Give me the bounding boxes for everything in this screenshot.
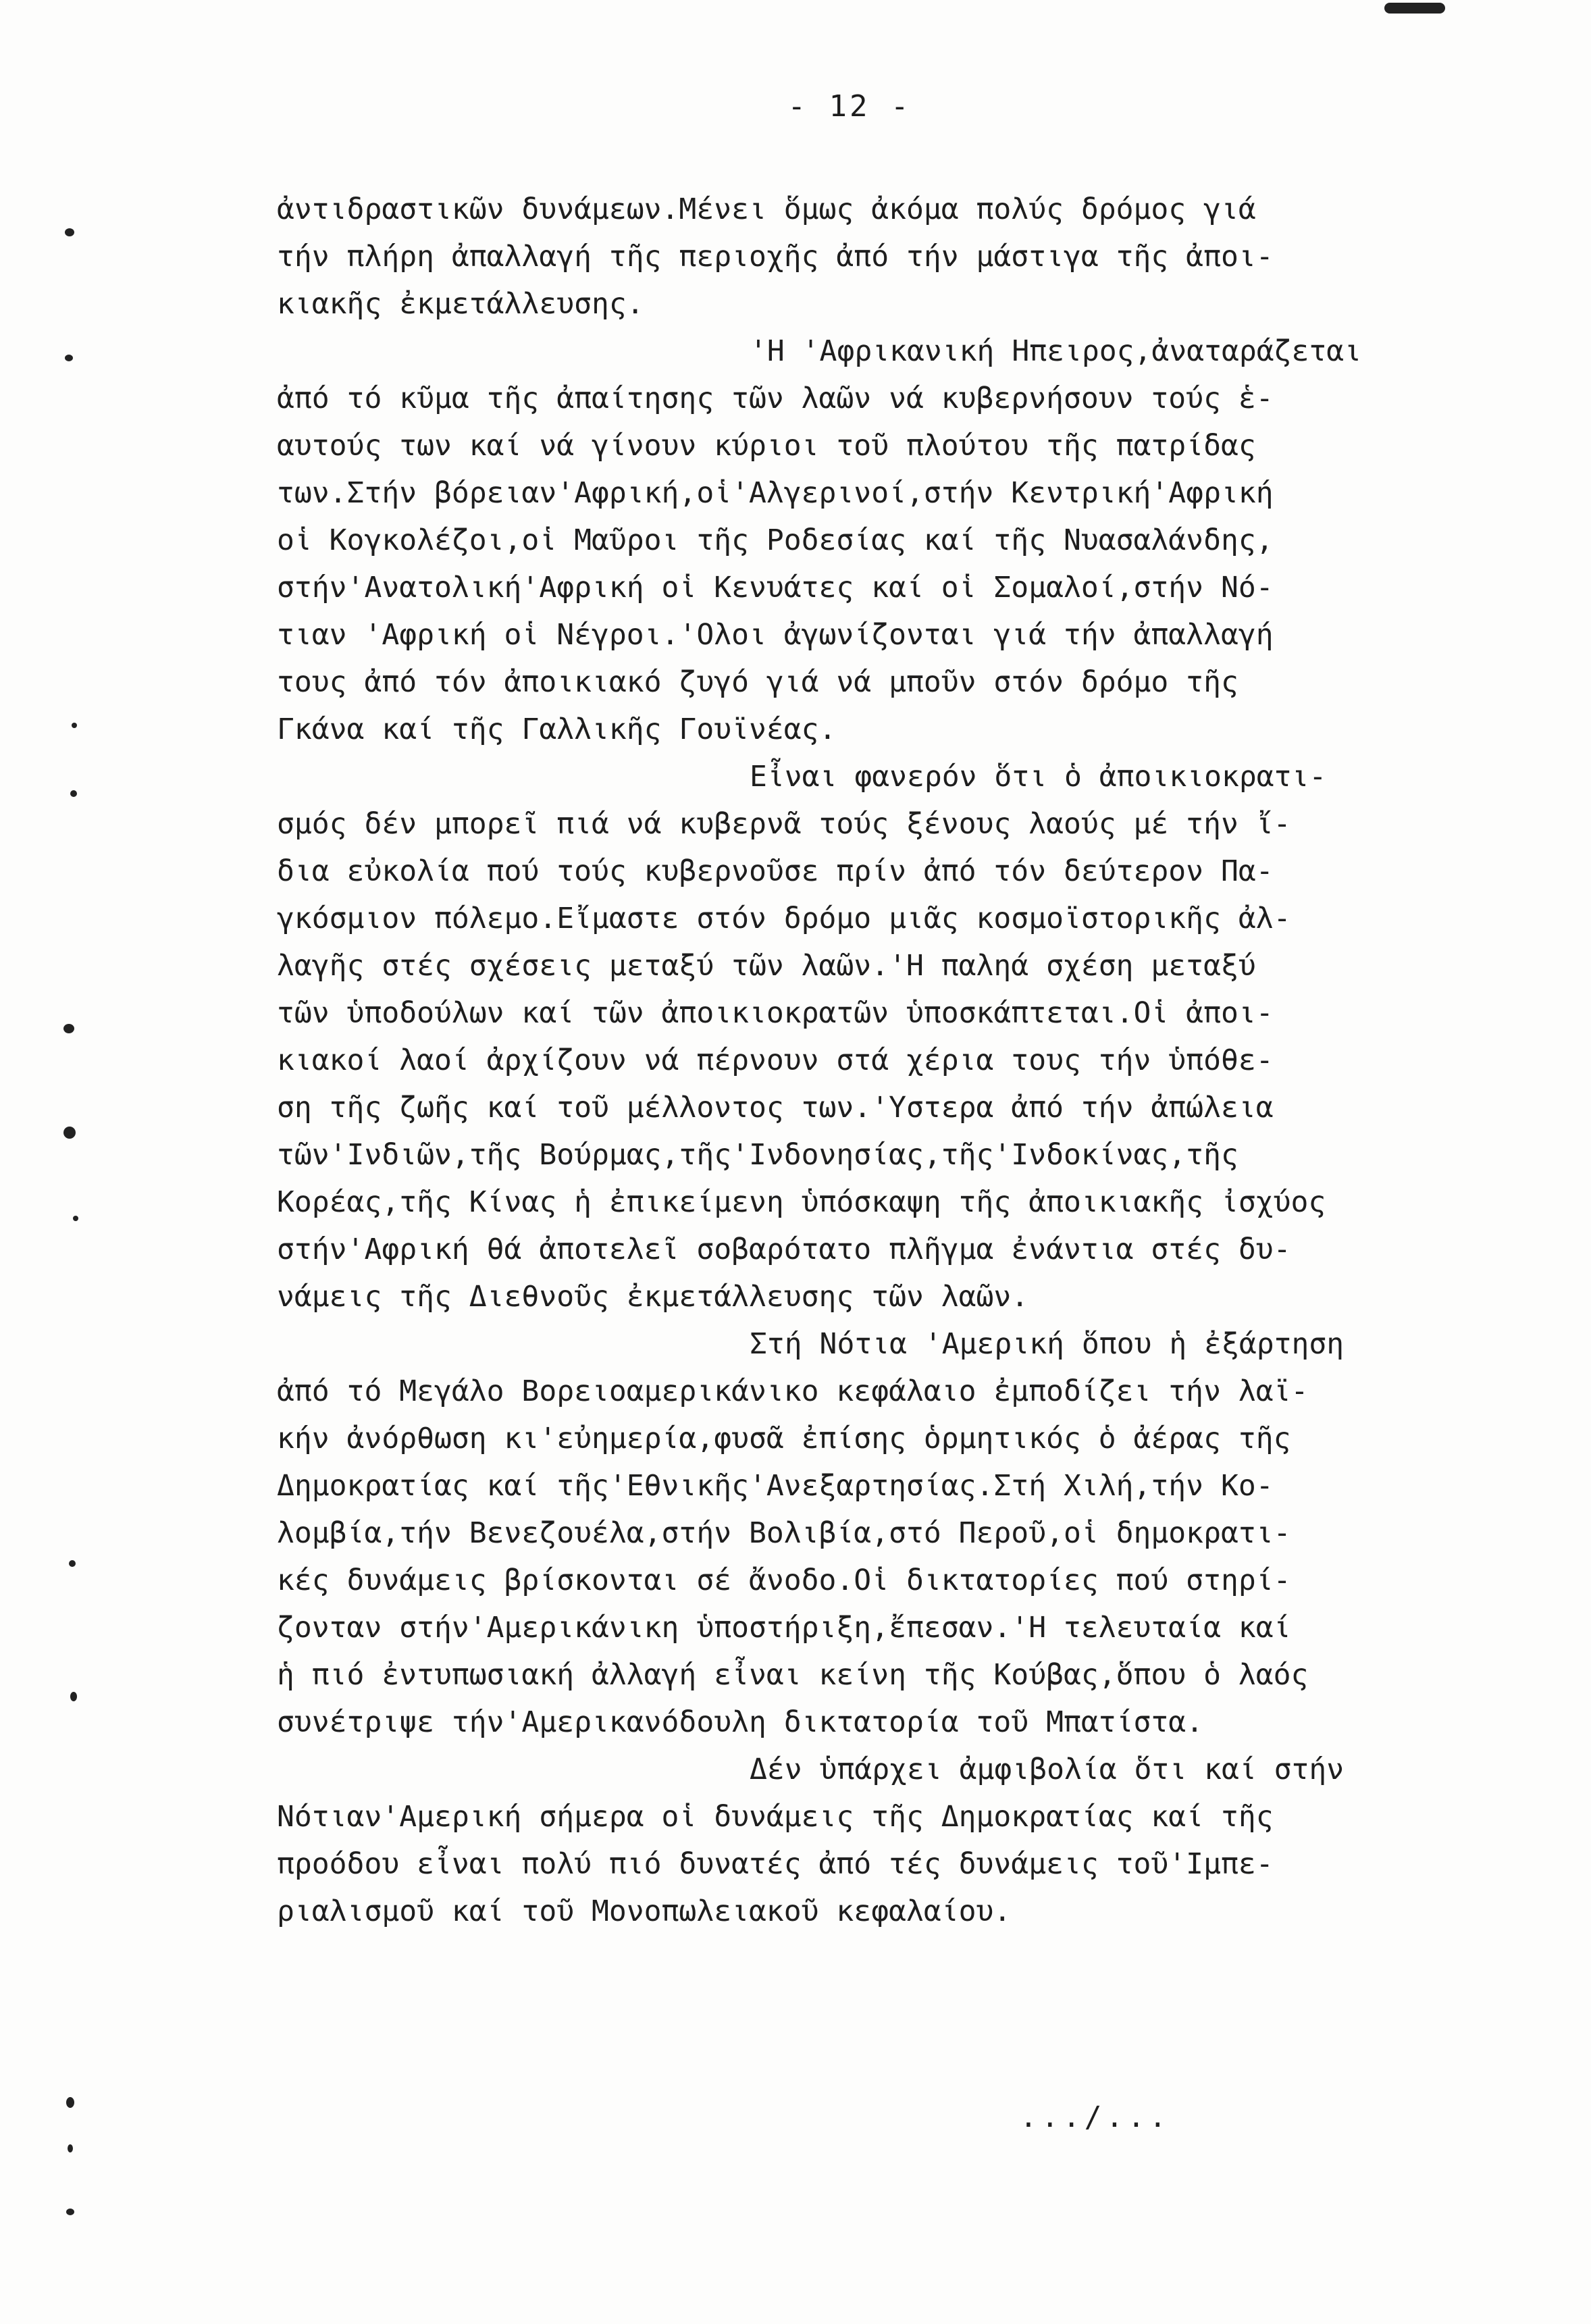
- text-line: στήν'Αφρική θά ἀποτελεῖ σοβαρότατο πλῆγμα ἐνάντια στές δυ-: [277, 1233, 1291, 1266]
- text-line: δια εὐκολία πού τούς κυβερνοῦσε πρίν ἀπό τόν δεύτερον Πα-: [277, 854, 1274, 888]
- text-line: ση τῆς ζωῆς καί τοῦ μέλλοντος των.'Υστερα ἀπό τήν ἀπώλεια: [277, 1091, 1274, 1125]
- text-line: σμός δέν μπορεῖ πιά νά κυβερνᾶ τούς ξένους λαούς μέ τήν ἴ-: [277, 807, 1291, 841]
- text-line: των.Στήν βόρειαν'Αφρική,οἱ'Αλγερινοί,στήν Κεντρική'Αφρική: [277, 476, 1274, 510]
- text-line: στήν'Ανατολική'Αφρική οἱ Κενυάτες καί οἱ Σομαλοί,στήν Νό-: [277, 571, 1274, 604]
- scan-speck: [63, 1127, 76, 1139]
- paragraph: [277, 186, 1459, 328]
- text-line: Δέν ὑπάρχει ἀμφιβολία ὅτι καί στήν: [750, 1753, 1345, 1786]
- text-line: τήν πλήρη ἀπαλλαγή τῆς περιοχῆς ἀπό τήν μάστιγα τῆς ἀποι-: [277, 240, 1274, 274]
- text-line: ριαλισμοῦ καί τοῦ Μονοπωλειακοῦ κεφαλαίου.: [277, 1894, 1012, 1928]
- paragraph: [277, 1746, 1459, 1935]
- scan-speck: [70, 1692, 77, 1701]
- scan-speck: [66, 2097, 74, 2108]
- text-line: κιακοί λαοί ἀρχίζουν νά πέρνουν στά χέρια τους τήν ὑπόθε-: [277, 1043, 1274, 1077]
- text-line: κιακῆς ἐκμετάλλευσης.: [277, 287, 644, 321]
- continuation-mark: .../...: [1020, 2100, 1171, 2134]
- scan-speck: [63, 1024, 74, 1033]
- text-line: λομβία,τήν Βενεζουέλα,στήν Βολιβία,στό Περοῦ,οἱ δημοκρατι-: [277, 1516, 1291, 1550]
- paragraph: [277, 328, 1459, 753]
- text-line: Νότιαν'Αμερική σήμερα οἱ δυνάμεις τῆς Δημοκρατίας καί τῆς: [277, 1800, 1274, 1834]
- paragraph: [277, 753, 1459, 1320]
- text-line: συνέτριψε τήν'Αμερικανόδουλη δικτατορία τοῦ Μπατίστα.: [277, 1705, 1204, 1739]
- scan-speck: [66, 2209, 74, 2215]
- text-line: οἱ Κογκολέζοι,οἱ Μαῦροι τῆς Ροδεσίας καί τῆς Νυασαλάνδης,: [277, 523, 1274, 557]
- scan-speck: [69, 1560, 76, 1567]
- text-line: 'Η 'Αφρικανική Ηπειρος,ἀναταράζεται: [750, 334, 1362, 368]
- text-line: Στή Νότια 'Αμερική ὅπου ἡ ἐξάρτηση: [750, 1327, 1345, 1361]
- text-line: Εἶναι φανερόν ὅτι ὁ ἀποικιοκρατι-: [750, 760, 1327, 794]
- paragraph: [277, 1320, 1459, 1746]
- text-line: ἀπό τό κῦμα τῆς ἀπαίτησης τῶν λαῶν νά κυβερνήσουν τούς ἑ-: [277, 382, 1274, 415]
- text-line: ἀντιδραστικῶν δυνάμεων.Μένει ὅμως ἀκόμα πολύς δρόμος γιά: [277, 192, 1256, 226]
- text-line: τῶν'Ινδιῶν,τῆς Βούρμας,τῆς'Ινδονησίας,τῆς'Ινδοκίνας,τῆς: [277, 1138, 1238, 1172]
- text-line: λαγῆς στές σχέσεις μεταξύ τῶν λαῶν.'Η παληά σχέση μεταξύ: [277, 949, 1256, 983]
- scan-speck: [70, 790, 77, 797]
- scan-speck: [73, 1216, 78, 1221]
- scan-speck: [65, 355, 73, 361]
- text-line: κήν ἀνόρθωση κι'εὐημερία,φυσᾶ ἐπίσης ὁρμητικός ὁ ἀέρας τῆς: [277, 1422, 1291, 1455]
- text-line: Γκάνα καί τῆς Γαλλικῆς Γουϊνέας.: [277, 713, 837, 746]
- scan-speck: [72, 723, 77, 728]
- scan-speck: [65, 228, 74, 236]
- text-line: ἡ πιό ἐντυπωσιακή ἀλλαγή εἶναι κείνη τῆς Κούβας,ὅπου ὁ λαός: [277, 1658, 1309, 1692]
- text-line: Δημοκρατίας καί τῆς'Εθνικῆς'Ανεξαρτησίας.Στή Χιλή,τήν Κο-: [277, 1469, 1274, 1503]
- text-line: τῶν ὑποδούλων καί τῶν ἀποικιοκρατῶν ὑποσκάπτεται.Οἱ ἀποι-: [277, 996, 1274, 1030]
- text-line: τους ἀπό τόν ἀποικιακό ζυγό γιά νά μποῦν στόν δρόμο τῆς: [277, 665, 1238, 699]
- scan-speck: [68, 2144, 73, 2152]
- text-line: αυτούς των καί νά γίνουν κύριοι τοῦ πλούτου τῆς πατρίδας: [277, 429, 1256, 463]
- text-line: κές δυνάμεις βρίσκονται σέ ἄνοδο.Οἱ δικτατορίες πού στηρί-: [277, 1564, 1291, 1597]
- text-line: ζονταν στήν'Αμερικάνικη ὑποστήριξη,ἔπεσαν.'Η τελευταία καί: [277, 1611, 1291, 1645]
- text-line: Κορέας,τῆς Κίνας ἡ ἐπικείμενη ὑπόσκαψη τῆς ἀποικιακῆς ἰσχύος: [277, 1185, 1326, 1219]
- text-line: ἀπό τό Μεγάλο Βορειοαμερικάνικο κεφάλαιο ἐμποδίζει τήν λαϊ-: [277, 1374, 1309, 1408]
- text-line: νάμεις τῆς Διεθνοῦς ἐκμετάλλευσης τῶν λαῶν.: [277, 1280, 1029, 1314]
- text-line: προόδου εἶναι πολύ πιό δυνατές ἀπό τές δυνάμεις τοῦ'Ιμπε-: [277, 1847, 1274, 1881]
- scan-speck: [1384, 3, 1445, 14]
- text-line: γκόσμιον πόλεμο.Εἴμαστε στόν δρόμο μιᾶς κοσμοϊστορικῆς ἀλ-: [277, 902, 1291, 935]
- page-number: - 12 -: [787, 89, 912, 124]
- text-line: τιαν 'Αφρική οἱ Νέγροι.'Ολοι ἀγωνίζονται γιά τήν ἀπαλλαγή: [277, 618, 1274, 652]
- document-body: [277, 186, 1459, 1935]
